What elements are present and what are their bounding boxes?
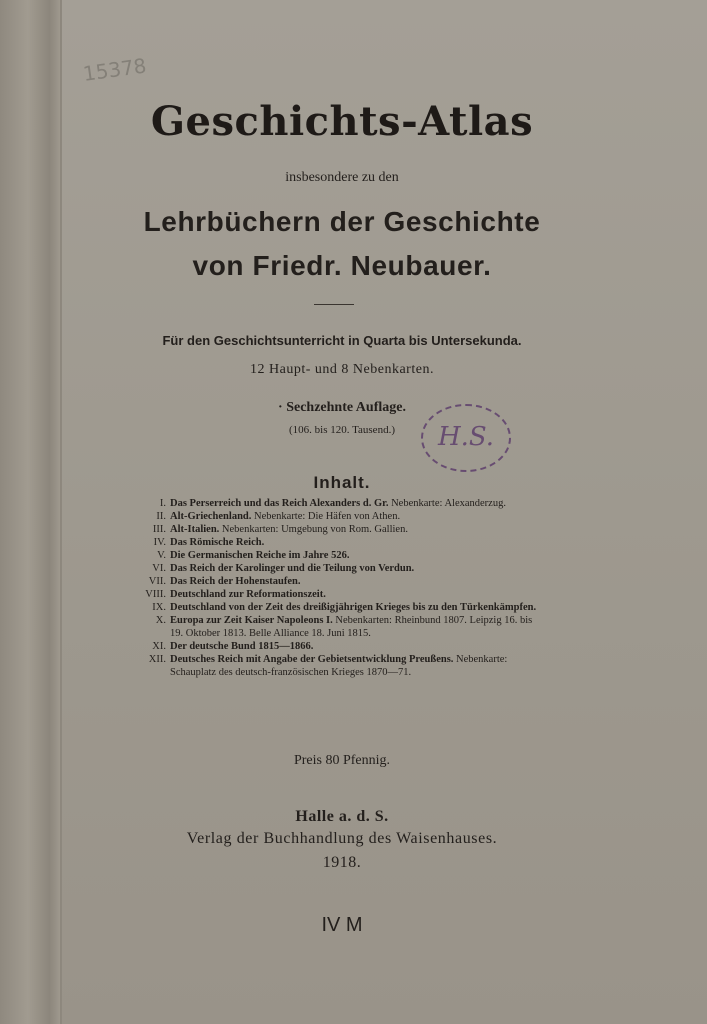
contents-item (124, 497, 544, 510)
subtitle: insbesondere zu den (285, 170, 399, 185)
contents-item (124, 575, 544, 588)
thousand-line: (106. bis 120. Tausend.) (289, 424, 395, 436)
contents-item-note: Nebenkarte: Die Häfen von Athen. (254, 511, 401, 522)
contents-item-number: XI. (152, 641, 166, 652)
contents-item-number: I. (159, 498, 166, 509)
contents-item (124, 601, 544, 614)
contents-item-number: IX. (152, 602, 166, 613)
contents-item-title: Deutschland zur Reformationszeit. (170, 589, 326, 600)
contents-item-title: Der deutsche Bund 1815—1866. (170, 641, 314, 652)
contents-item-number: VII. (148, 576, 166, 587)
school-line: Für den Geschichtsunterricht in Quarta bis Untersekunda. (162, 333, 522, 348)
contents-item-title: Alt-Griechenland. Nebenkarte: Die Häfen von Athen. (170, 511, 401, 522)
maps-line: 12 Haupt- und 8 Nebenkarten. (250, 362, 434, 377)
contents-item-title: Das Reich der Hohenstaufen. (170, 576, 301, 587)
contents-list (124, 497, 544, 679)
contents-item-note: Nebenkarten: Rheinbund 1807. Leipzig 16. bis 19. Oktober 1813. Belle Alliance 18. Juni 1815. (170, 615, 533, 639)
contents-item (124, 523, 544, 536)
contents-item-note: Nebenkarte: Schauplatz des deutsch-französischen Krieges 1870—71. (170, 654, 508, 678)
contents-item (124, 640, 544, 653)
contents-item-number: X. (155, 615, 166, 626)
contents-item-number: II. (156, 511, 166, 522)
contents-item-title: Das Reich der Karolinger und die Teilung von Verdun. (170, 563, 415, 574)
headline-line-1: Lehrbüchern der Geschichte (143, 206, 541, 237)
contents-item (124, 510, 544, 523)
publisher-city: Halle a. d. S. (295, 808, 389, 825)
publication-year: 1918. (322, 854, 362, 871)
contents-item-title: Deutschland von der Zeit des dreißigjährigen Krieges bis zu den Türkenkämpfen. (170, 602, 537, 613)
stamp-text: H.S. (437, 422, 495, 452)
contents-item (124, 653, 544, 679)
contents-item-number: VIII. (145, 589, 166, 600)
contents-item (124, 562, 544, 575)
edition: · Sechzehnte Auflage. (278, 400, 406, 415)
publisher-name: Verlag der Buchhandlung des Waisenhauses. (186, 830, 498, 847)
contents-item-number: XII. (148, 654, 166, 665)
title: Geschichts-Atlas (150, 98, 534, 145)
catalog-code: IV M (321, 914, 363, 936)
contents-item-title: Die Germanischen Reiche im Jahre 526. (170, 550, 350, 561)
contents-item-note: Nebenkarten: Umgebung von Rom. Gallien. (221, 524, 408, 535)
contents-item-title: Alt-Italien. Nebenkarten: Umgebung von Rom. Gallien. (170, 524, 408, 535)
contents-item-title: Europa zur Zeit Kaiser Napoleons I. Nebenkarten: Rheinbund 1807. Leipzig 16. bis 19. Oktober 1813. Belle Alliance 18. Juni 1815. (170, 615, 533, 639)
pencil-note: 15378 (81, 53, 148, 86)
headline-line-2: von Friedr. Neubauer. (192, 250, 492, 281)
contents-item-number: IV. (153, 537, 166, 548)
contents-item (124, 536, 544, 549)
contents-item-number: V. (157, 550, 166, 561)
contents-item-note: Nebenkarte: Alexanderzug. (391, 498, 506, 509)
ownership-stamp (421, 404, 511, 472)
contents-item-title: Deutsches Reich mit Angabe der Gebietsentwicklung Preußens. Nebenkarte: Schauplatz des deutsch-französischen Krieges 1870—71. (170, 654, 508, 678)
divider (314, 304, 354, 305)
price: Preis 80 Pfennig. (293, 753, 391, 768)
contents-item-title: Das Perserreich und das Reich Alexanders d. Gr. Nebenkarte: Alexanderzug. (170, 498, 506, 509)
contents-item-title: Das Römische Reich. (170, 537, 265, 548)
contents-item (124, 549, 544, 562)
contents-item-number: III. (152, 524, 166, 535)
contents-item (124, 588, 544, 601)
contents-item (124, 614, 544, 640)
contents-title: Inhalt. (313, 473, 371, 492)
contents-item-number: VI. (152, 563, 166, 574)
book-spine (0, 0, 62, 1024)
